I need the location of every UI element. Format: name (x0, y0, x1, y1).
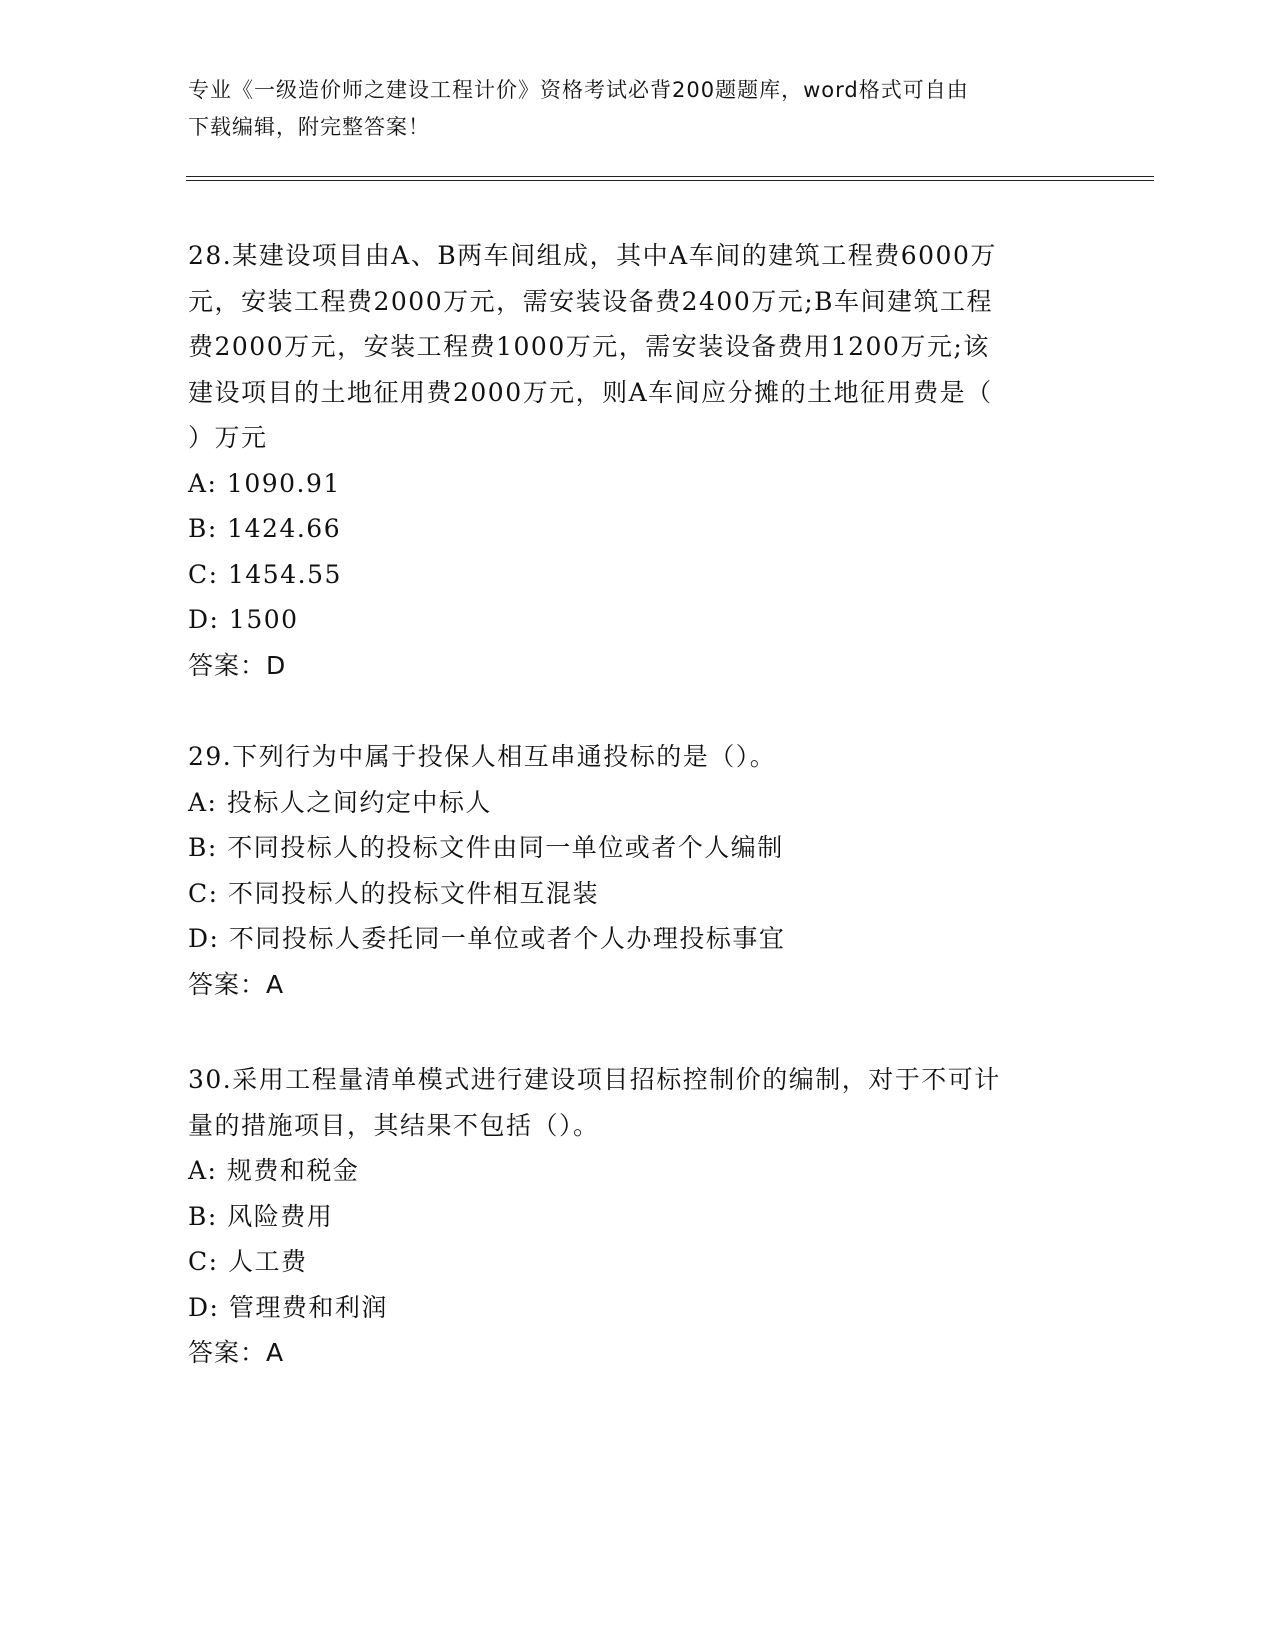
option-d: D: 不同投标人委托同一单位或者个人办理投标事宜 (188, 924, 786, 953)
question-stem-line: ）万元 (188, 423, 268, 452)
option-b: B: 不同投标人的投标文件由同一单位或者个人编制 (188, 833, 784, 862)
header-divider (186, 176, 1154, 181)
option-a: A: 投标人之间约定中标人 (188, 787, 492, 817)
header-line-2: 下载编辑，附完整答案！ (188, 115, 430, 139)
option-c: C: 不同投标人的投标文件相互混装 (188, 878, 599, 908)
answer: 答案：A (188, 1338, 285, 1367)
option-d: D: 1500 (188, 605, 299, 634)
question-28 (188, 233, 1088, 688)
question-stem-line: 30.采用工程量清单模式进行建设项目招标控制价的编制，对于不可计 (188, 1065, 1001, 1094)
option-b: B: 1424.66 (188, 514, 342, 543)
header-line-1: 专业《一级造价师之建设工程计价》资格考试必背200题题库，word格式可自由 (188, 78, 969, 102)
answer: 答案：A (188, 969, 285, 999)
question-30 (188, 1057, 1088, 1376)
question-stem-line: 费2000万元，安装工程费1000万元，需安装设备费用1200万元;该 (188, 332, 990, 361)
option-a: A: 1090.91 (188, 468, 341, 498)
option-c: C: 人工费 (188, 1247, 308, 1276)
question-stem-line: 量的措施项目，其结果不包括（）。 (188, 1110, 600, 1140)
document-header (188, 72, 1088, 146)
answer: 答案：D (188, 650, 287, 680)
question-stem-line: 29.下列行为中属于投保人相互串通投标的是（）。 (188, 742, 777, 771)
question-stem-line: 28.某建设项目由A、B两车间组成，其中A车间的建筑工程费6000万 (188, 241, 997, 270)
question-stem-line: 元，安装工程费2000万元，需安装设备费2400万元;B车间建筑工程 (188, 286, 994, 316)
option-d: D: 管理费和利润 (188, 1292, 388, 1322)
question-29 (188, 734, 1088, 1007)
question-stem-line: 建设项目的土地征用费2000万元，则A车间应分摊的土地征用费是（ (188, 377, 993, 407)
option-a: A: 规费和税金 (188, 1156, 360, 1185)
option-b: B: 风险费用 (188, 1201, 334, 1231)
option-c: C: 1454.55 (188, 559, 342, 589)
